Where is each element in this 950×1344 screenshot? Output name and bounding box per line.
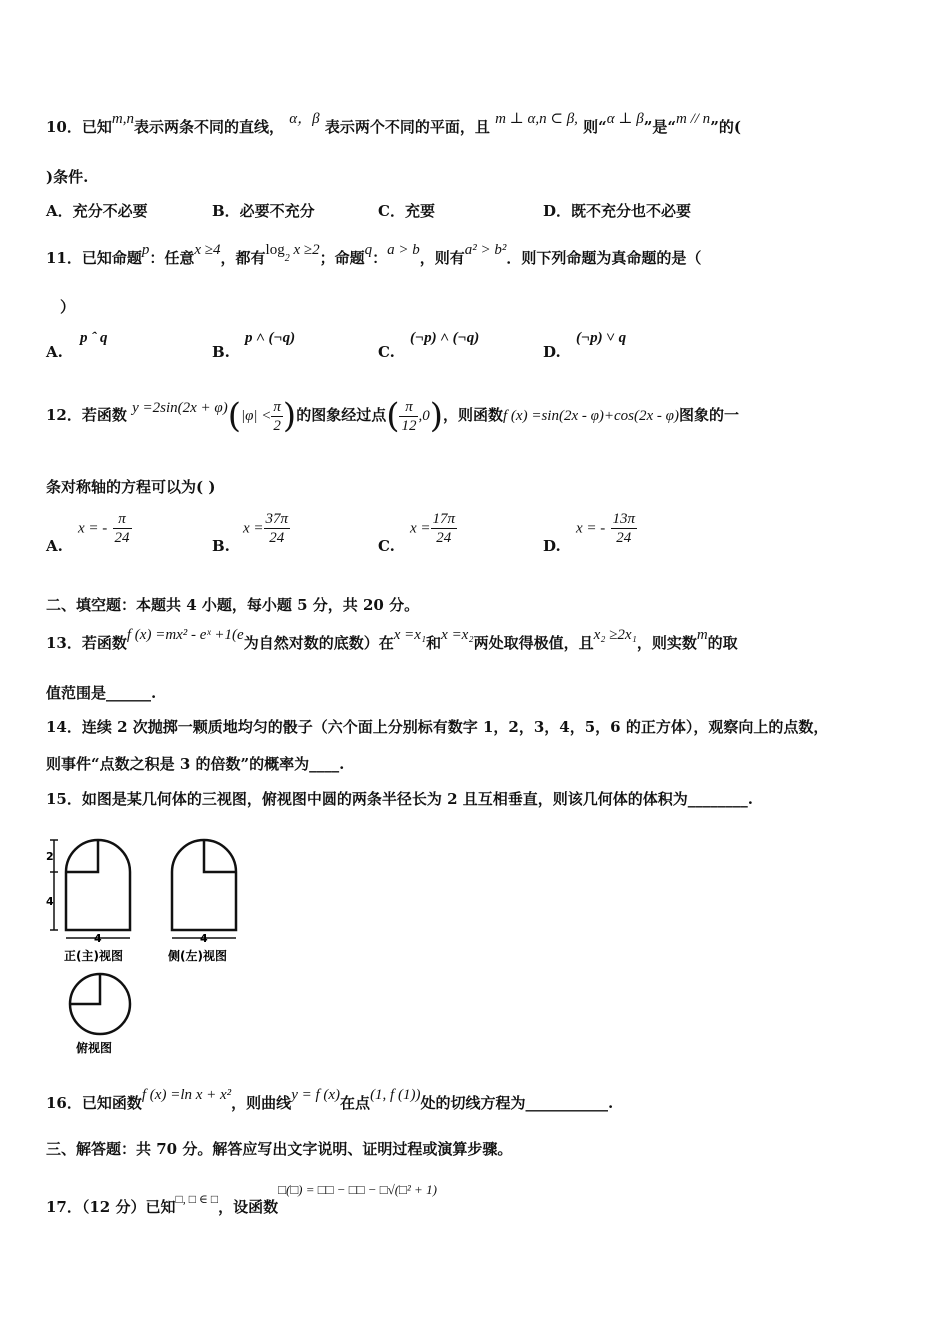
dim-4-front-label: 4 <box>94 932 102 945</box>
q11-option-c: C. <box>378 343 395 361</box>
q13-line2: 值范围是______. <box>46 684 157 702</box>
side-view <box>172 840 236 938</box>
q12-option-a-expr: x = - $\frac{\pi}{24}$ <box>78 511 130 546</box>
q17-line: 17．（12 分）已知□, □ ∈ □，设函数□(□) = □□ − □□ − □√(□² + 1) <box>46 1182 437 1216</box>
q12-option-b: B. <box>212 537 230 555</box>
q10-option-a: A．充分不必要 <box>46 202 148 220</box>
q12-frac-pi-12: $\frac{\pi}{12}$ <box>401 398 417 434</box>
q12-option-d: D. <box>543 537 561 555</box>
q11-option-d: D. <box>543 343 561 361</box>
q13-line1: 13．若函数f (x) =mx² - eˣ +1(e为自然对数的底数）在x =x₁和x =x₂两处取得极值，且x₂ ≥2x₁，则实数m的取 <box>46 627 738 652</box>
side-view-label: 侧(左)视图 <box>168 949 227 963</box>
q12-line1: 12．若函数 y =2sin(2x + φ)(|φ| < $\frac{\pi}{2}$ )的图象经过点( $\frac{\pi}{12}$ ,0)，则函数f (x) =sin(2x - φ)+cos(2x - φ)图象的一 <box>46 396 739 436</box>
q10-line1: 10．已知m,n表示两条不同的直线， α，β 表示两个不同的平面，且 m ⊥ α,n ⊂ β, 则“α ⊥ β”是“m // n”的( <box>46 111 741 136</box>
q12-frac-pi-2: $\frac{\pi}{2}$ <box>273 398 281 434</box>
q12-option-a: A. <box>46 537 63 555</box>
q11-line2: ） <box>60 298 76 316</box>
q15-text: 15．如图是某几何体的三视图，俯视图中圆的两条半径长为 2 且互相垂直，则该几何体的体积为________. <box>46 790 753 808</box>
q12-option-c-expr: x = $\frac{17\pi}{24}$ <box>410 511 456 546</box>
front-view-label: 正(主)视图 <box>64 949 123 963</box>
q12-option-b-expr: x = $\frac{37\pi}{24}$ <box>243 511 289 546</box>
q11-option-b: B. <box>212 343 230 361</box>
q10-line2: )条件. <box>46 168 89 186</box>
q10-option-c: C．充要 <box>378 202 435 220</box>
dim-4-vertical-label: 4 <box>46 895 54 908</box>
q12-line2: 条对称轴的方程可以为( ) <box>46 478 216 496</box>
q10-option-d: D．既不充分也不必要 <box>543 202 692 220</box>
q16-line: 16．已知函数f (x) =ln x + x²，则曲线y = f (x)在点(1, f (1))处的切线方程为___________. <box>46 1087 614 1112</box>
q14-line2: 则事件“点数之积是 3 的倍数”的概率为____. <box>46 755 345 773</box>
top-view <box>70 974 130 1034</box>
q10-option-b: B．必要不充分 <box>212 202 315 220</box>
q11-option-a: A. <box>46 343 63 361</box>
q11-option-d-math: (¬p) ˅ q <box>576 330 627 346</box>
q11-option-c-math: (¬p) ˄ (¬q) <box>410 330 480 346</box>
three-view-figure <box>46 830 256 1060</box>
dim-4-side-label: 4 <box>200 932 208 945</box>
q11-option-a-math: p ˆ q <box>80 330 108 346</box>
front-view <box>50 840 130 938</box>
section-2-heading: 二、填空题：本题共 4 小题，每小题 5 分，共 20 分。 <box>46 596 420 614</box>
q12-option-d-expr: x = - $\frac{13\pi}{24}$ <box>576 511 636 546</box>
section-3-heading: 三、解答题：共 70 分。解答应写出文字说明、证明过程或演算步骤。 <box>46 1140 513 1158</box>
q14-line1: 14．连续 2 次抛掷一颗质地均匀的骰子（六个面上分别标有数字 1，2，3，4，5，6 的正方体），观察向上的点数， <box>46 718 829 736</box>
top-view-label: 俯视图 <box>76 1041 113 1055</box>
q11-option-b-math: p ˄ (¬q) <box>245 330 296 346</box>
q11-line1: 11．已知命题p：任意x ≥4，都有$\log_2 x \ge 2$；命题q：a > b，则有a² > b²．则下列命题为真命题的是（ <box>46 242 702 267</box>
dim-2-label: 2 <box>46 850 54 863</box>
q12-option-c: C. <box>378 537 395 555</box>
